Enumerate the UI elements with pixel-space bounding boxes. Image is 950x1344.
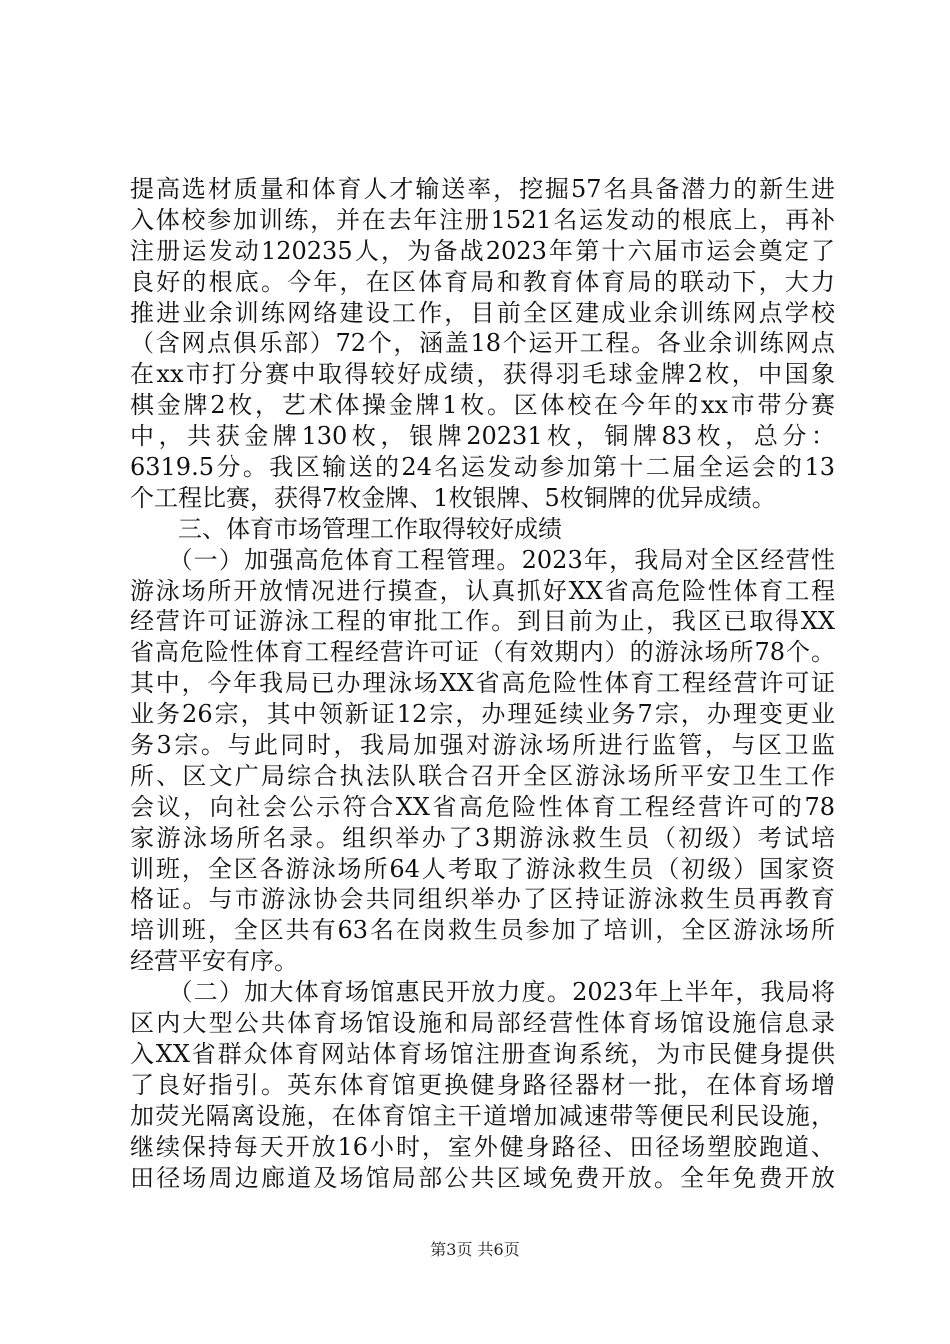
text-line: 经营平安有序。 [130,947,298,976]
text-line: 三、体育市场管理工作取得较好成绩 [130,514,562,543]
page-footer: 第3页 共6页 [430,1240,520,1259]
text-line: 训班，全区各游泳场所64人考取了游泳救生员（初级）国家资 [130,854,835,883]
text-line: 家游泳场所名录。组织举办了3期游泳救生员（初级）考试培 [130,823,835,852]
text-line: 良好的根底。今年，在区体育局和教育体育局的联动下，大力 [130,267,835,296]
text-line: 推进业余训练网络建设工作，目前全区建成业余训练网点学校 [130,298,835,327]
text-line: 其中，今年我局已办理泳场XX省高危险性体育工程经营许可证 [130,669,835,698]
text-line: 提高选材质量和体育人才输送率，挖掘57名具备潜力的新生进 [130,175,835,203]
text-line: 区内大型公共体育场馆设施和局部经营性体育场馆设施信息录 [130,1009,835,1038]
body-text [130,174,835,1193]
text-line: 注册运发动120235人，为备战2023年第十六届市运会奠定了 [130,236,835,265]
text-line: 个工程比赛，获得7枚金牌、1枚银牌、5枚铜牌的优异成绩。 [130,483,776,512]
text-line: 田径场周边廊道及场馆局部公共区域免费开放。全年免费开放 [130,1163,835,1192]
text-line: 入XX省群众体育网站体育场馆注册查询系统，为市民健身提供 [130,1039,835,1068]
text-line: 游泳场所开放情况进行摸查，认真抓好XX省高危险性体育工程 [130,576,835,605]
text-line: 业务26宗，其中领新证12宗，办理延续业务7宗，办理变更业 [130,700,835,729]
text-line: 省高危险性体育工程经营许可证（有效期内）的游泳场所78个。 [130,638,835,667]
text-line: 会议，向社会公示符合XX省高危险性体育工程经营许可的78 [130,792,835,821]
text-line: 务3宗。与此同时，我局加强对游泳场所进行监管，与区卫监 [130,731,835,760]
text-line: 在xx市打分赛中取得较好成绩，获得羽毛球金牌2枚，中国象 [130,360,835,389]
text-line: 所、区文广局综合执法队联合召开全区游泳场所平安卫生工作 [130,761,835,790]
text-line: 棋金牌2枚，艺术体操金牌1枚。区体校在今年的xx市带分赛 [130,391,835,420]
text-line: 加荧光隔离设施，在体育馆主干道增加减速带等便民利民设施， [130,1101,835,1130]
text-line: （一）加强高危体育工程管理。2023年，我局对全区经营性 [130,545,835,574]
text-line: 中，共获金牌130枚，银牌20231枚，铜牌83枚，总分： [130,422,835,451]
text-line: 6319.5分。我区输送的24名运发动参加第十二届全运会的13 [130,453,835,482]
text-line: 继续保持每天开放16小时，室外健身路径、田径场塑胶跑道、 [130,1132,835,1161]
text-line: 了良好指引。英东体育馆更换健身路径器材一批，在体育场增 [130,1070,835,1099]
text-line: 培训班，全区共有63名在岗救生员参加了培训，全区游泳场所 [130,916,835,945]
text-line: （二）加大体育场馆惠民开放力度。2023年上半年，我局将 [130,978,835,1007]
text-line: （含网点俱乐部）72个，涵盖18个运开工程。各业余训练网点 [130,329,835,358]
text-line: 入体校参加训练，并在去年注册1521名运发动的根底上，再补 [130,205,835,234]
text-line: 格证。与市游泳协会共同组织举办了区持证游泳救生员再教育 [130,885,835,914]
text-line: 经营许可证游泳工程的审批工作。到目前为止，我区已取得XX [130,607,835,636]
